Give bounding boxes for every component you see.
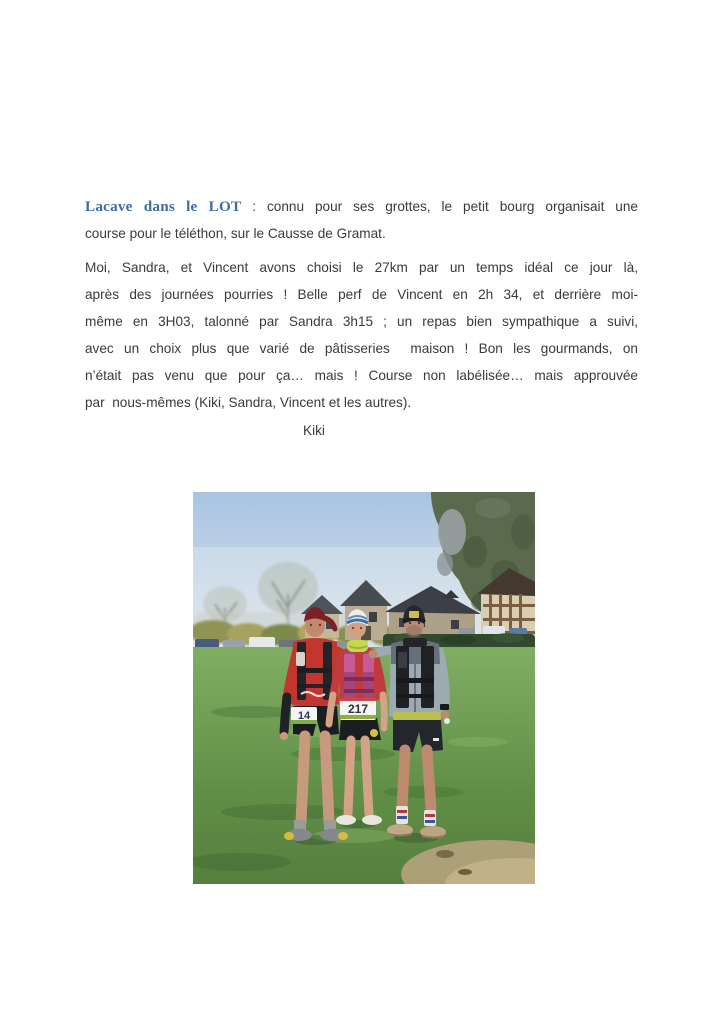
lead-phrase: Lacave dans le LOT xyxy=(85,198,242,215)
text-line: Moi, Sandra, et Vincent avons choisi le 27km par un temps idéal ce jour là, xyxy=(85,260,638,275)
beard xyxy=(406,625,422,637)
bib-number-middle: 217 xyxy=(347,702,369,716)
shoe xyxy=(336,815,356,825)
lead-rest: : connu pour ses grottes, le petit bourg organisait une xyxy=(241,199,638,214)
race-photo-illustration xyxy=(193,492,535,884)
signature: Kiki xyxy=(303,423,325,438)
race-photo xyxy=(193,492,535,884)
text-line: course pour le téléthon, sur le Causse de Gramat. xyxy=(85,226,386,241)
text-line: même en 3H03, talonné par Sandra 3h15 ; un repas bien sympathique a suivi, xyxy=(85,314,638,329)
text-line: par nous-mêmes (Kiki, Sandra, Vincent et les autres). xyxy=(85,395,412,410)
text-line: avec un choix plus que varié de pâtisseries maison ! Bon les gourmands, on xyxy=(85,341,638,356)
article-text xyxy=(85,193,638,444)
bib-number-left: 14 xyxy=(297,710,311,722)
paragraph-race-report xyxy=(85,254,638,416)
text-line: après des journées pourries ! Belle perf de Vincent en 2h 34, et derrière moi- xyxy=(85,287,638,302)
text-line xyxy=(85,193,638,220)
paragraph-intro xyxy=(85,193,638,247)
waist-belt xyxy=(393,712,441,720)
text-line: n’était pas venu que pour ça… mais ! Course non labélisée… mais approuvée xyxy=(85,368,638,383)
shoe xyxy=(362,815,382,825)
